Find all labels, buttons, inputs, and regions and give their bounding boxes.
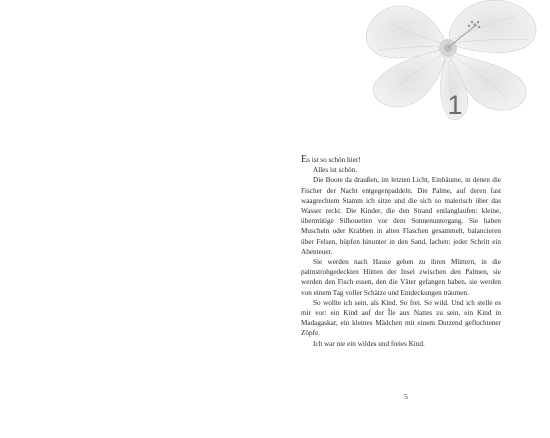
- paragraph: So wollte ich sein, als Kind. So frei. So wild. Und ich stelle es mir vor: ein Kind auf der Île aux Nattes zu sein, ein Kind in Madagaskar, ein kleines Mädchen mit einem Dutzend geflochtener Zöpfe.: [301, 298, 501, 338]
- opening-paragraph: [301, 155, 501, 165]
- chapter-text: [301, 155, 501, 349]
- paragraph: Die Boote da draußen, im letzten Licht, Einbäume, in denen die Fischer der Nacht entgegenpaddeln. Die Palme, auf deren fast waagrechtem Stamm ich sitze und die sich so malerisch über das Wasser reckt. Die Kinder, die den Strand entlanglaufen: kleine, übermütige Silhouetten vor dem Sonnenuntergang. Sie haben Muscheln oder Krabben in alten Flaschen gesammelt, balancieren über Felsen, hüpfen hinunter in den Sand, lachen: jeder Schritt ein Abenteuer.: [301, 176, 501, 256]
- drop-cap: E: [301, 154, 308, 165]
- chapter-number: 1: [447, 90, 463, 120]
- page-number: 5: [404, 392, 408, 401]
- opening-line: s ist so schön hier!: [307, 156, 361, 164]
- paragraph: Alles ist schön.: [313, 166, 358, 175]
- paragraph: Ich war nie ein wildes und freies Kind.: [313, 339, 425, 348]
- paragraph: Sie werden nach Hause gehen zu ihren Müttern, in die palmstrohgedeckten Hütten der Insel zwischen den Palmen, sie werden den Fisch essen, den die Väter gefangen haben, sie werden von einem Tag voller Schätze und Entdeckungen träumen.: [301, 258, 501, 297]
